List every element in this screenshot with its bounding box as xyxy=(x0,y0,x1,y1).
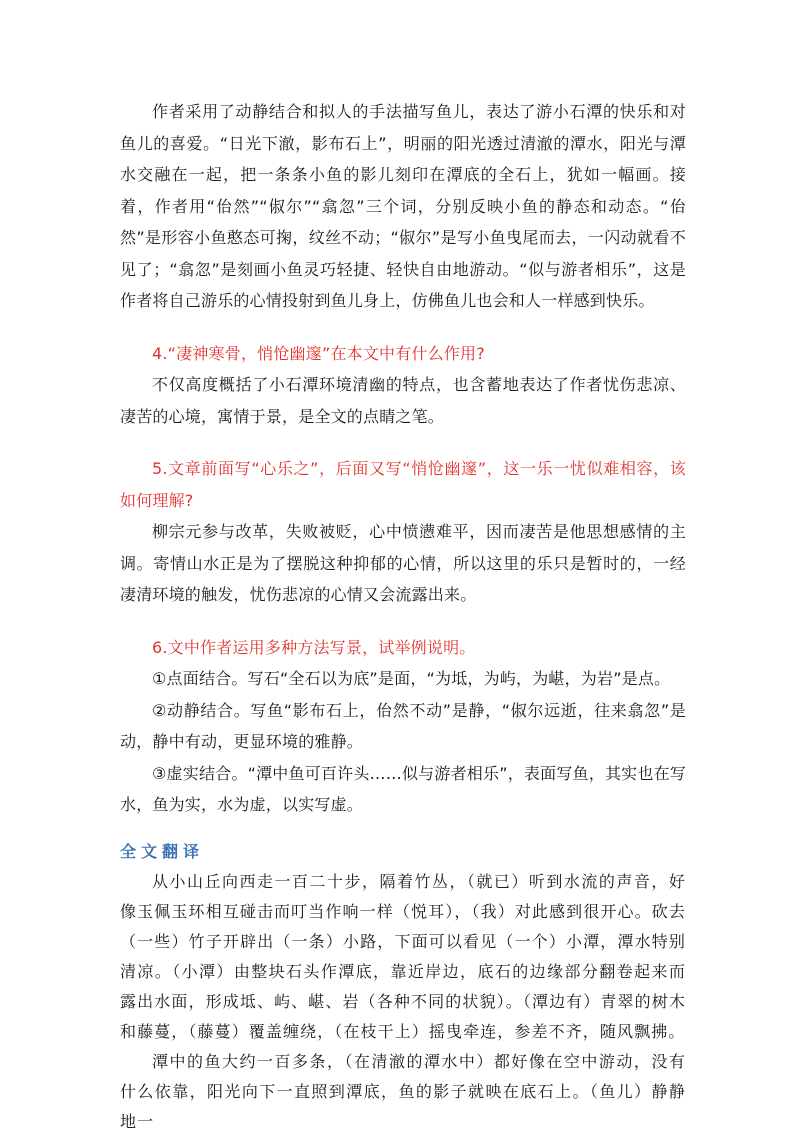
analysis-paragraph-fish: 作者采用了动静结合和拟人的手法描写鱼儿，表达了游小石潭的快乐和对鱼儿的喜爱。“日光下澈，影布石上”，明丽的阳光透过清澈的潭水，阳光与潭水交融在一起，把一条条小鱼的影儿刻印在潭底的全石上，犹如一幅画。接着，作者用“佁然”“俶尔”“翕忽”三个词，分别反映小鱼的静态和动态。“佁然”是形容小鱼憨态可掬，纹丝不动；“俶尔”是写小鱼曳尾而去，一闪动就看不见了；“翕忽”是刻画小鱼灵巧轻捷、轻快自由地游动。“似与游者相乐”，这是作者将自己游乐的心情投射到鱼儿身上，仿佛鱼儿也会和人一样感到快乐。 xyxy=(120,102,686,310)
question-5: 5.文章前面写“心乐之”，后面又写“悄怆幽邃”，这一乐一忧似难相容，该如何理解? xyxy=(120,459,686,510)
translation-paragraph-2: 潭中的鱼大约一百多条，（在清澈的潭水中）都好像在空中游动，没有什么依靠，阳光向下一直照到潭底，鱼的影子就映在底石上。（鱼儿）静静地一 xyxy=(120,1051,686,1131)
answer-6-point-3: ③虚实结合。“潭中鱼可百许头……似与游者相乐”，表面写鱼，其实也在写水，鱼为实，水为虚，以实写虚。 xyxy=(120,763,686,814)
question-4: 4.“凄神寒骨，悄怆幽邃”在本文中有什么作用? xyxy=(152,343,485,363)
answer-5: 柳宗元参与改革，失败被贬，心中愤懑难平，因而凄苦是他思想感情的主调。寄情山水正是为了摆脱这种抑郁的心情，所以这里的乐只是暂时的，一经凄清环境的触发，忧伤悲凉的心情又会流露出来。 xyxy=(120,522,686,604)
translation-section-title: 全文翻译 xyxy=(120,841,205,861)
translation-paragraph-1: 从小山丘向西走一百二十步，隔着竹丛，（就已）听到水流的声音，好像玉佩玉环相互碰击而叮当作响一样（悦耳），（我）对此感到很开心。砍去（一些）竹子开辟出（一条）小路，下面可以看见（一个）小潭，潭水特别清凉。（小潭）由整块石头作潭底，靠近岸边，底石的边缘部分翻卷起来而露出水面，形成坻、屿、嵁、岩（各种不同的状貌）。（潭边有）青翠的树木和藤蔓，（藤蔓）覆盖缠绕，（在枝干上）摇曳牵连，参差不齐，随风飘拂。 xyxy=(120,871,686,1041)
answer-4: 不仅高度概括了小石潭环境清幽的特点，也含蓄地表达了作者忧伤悲凉、凄苦的心境，寓情于景，是全文的点睛之笔。 xyxy=(120,375,686,426)
document-page xyxy=(120,96,686,1137)
question-6: 6.文中作者运用多种方法写景，试举例说明。 xyxy=(152,637,476,657)
answer-6-point-2: ②动静结合。写鱼“影布石上，佁然不动”是静，“俶尔远逝，往来翕忽”是动，静中有动，更显环境的雅静。 xyxy=(120,700,686,751)
answer-6-point-1: ①点面结合。写石“全石以为底”是面，“为坻，为屿，为嵁，为岩”是点。 xyxy=(152,669,671,688)
